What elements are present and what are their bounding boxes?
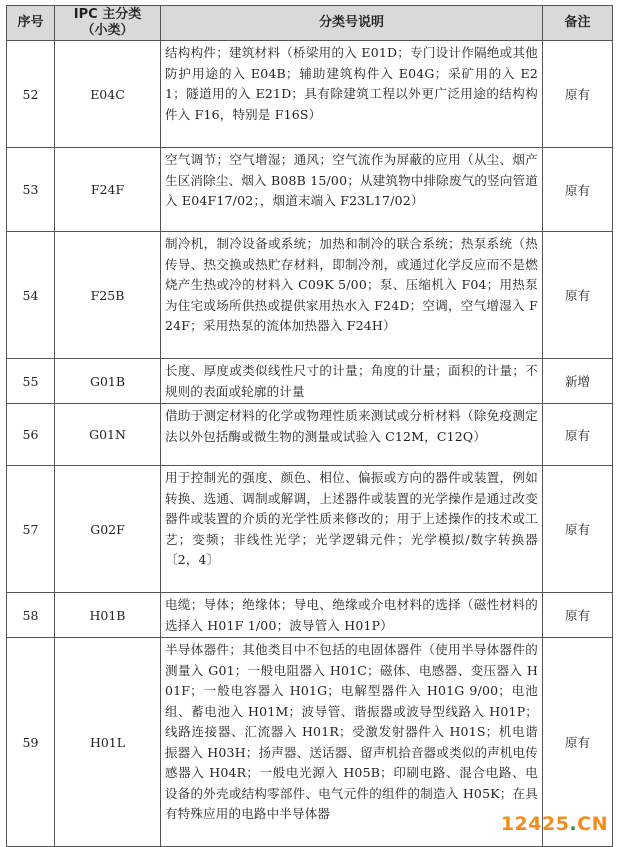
row-description: 借助于测定材料的化学或物理性质来测试或分析材料（除免疫测定法以外包括酶或微生物的测量或试验入 C12M，C12Q） <box>161 404 543 466</box>
table-row <box>7 466 613 593</box>
table-row <box>7 359 613 404</box>
watermark-domain: CN <box>577 813 608 835</box>
row-description: 半导体器件；其他类目中不包括的电固体器件（使用半导体器件的测量入 G01；一般电阻器入 H01C；磁体、电感器、变压器入 H01F；一般电容器入 H01G；电解型器件入 H01G 9/00；电池组、蓄电池入 H01M；波导管、谐振器或波导型线路入 H01P；线路连接器、汇流器入 H01R；受激发射器件入 H01S；机电谐振器入 H03H；扬声器、送话器、留声机拾音器或类似的声机电传感器入 H04R；一般电光源入 H05B；印刷电路、混合电路、电设备的外壳或结构零部件、电气元件的组件的制造入 H05K；在具有特殊应用的电路中半导体器 <box>161 638 543 847</box>
row-remark: 原有 <box>543 638 613 847</box>
row-number: 56 <box>7 404 55 466</box>
table-row <box>7 41 613 148</box>
table-row <box>7 404 613 466</box>
header-description: 分类号说明 <box>161 6 543 41</box>
row-number: 54 <box>7 232 55 359</box>
row-ipc-code: E04C <box>55 41 161 148</box>
table-row <box>7 593 613 638</box>
row-description: 空气调节；空气增湿；通风；空气流作为屏蔽的应用（从尘、烟产生区消除尘、烟入 B08B 15/00；从建筑物中排除废气的竖向管道入 E04F17/02；，烟道末端入 F23L17/02） <box>161 148 543 232</box>
header-number: 序号 <box>7 6 55 41</box>
row-number: 57 <box>7 466 55 593</box>
row-ipc-code: H01B <box>55 593 161 638</box>
table-row <box>7 148 613 232</box>
row-remark: 新增 <box>543 359 613 404</box>
row-ipc-code: H01L <box>55 638 161 847</box>
row-ipc-code: G01N <box>55 404 161 466</box>
row-ipc-code: F25B <box>55 232 161 359</box>
row-remark: 原有 <box>543 593 613 638</box>
header-ipc-class-line1: IPC 主分类 <box>73 7 142 22</box>
row-number: 52 <box>7 41 55 148</box>
row-remark: 原有 <box>543 232 613 359</box>
row-ipc-code: F24F <box>55 148 161 232</box>
row-description: 结构构件；建筑材料（桥梁用的入 E01D；专门设计作隔绝或其他防护用途的入 E04B；辅助建筑构件入 E04G；采矿用的入 E21；隧道用的入 E21D；具有除建筑工程以外更广泛用途的结构构件入 F16，特别是 F16S） <box>161 41 543 148</box>
row-number: 59 <box>7 638 55 847</box>
ipc-classification-table <box>6 5 613 847</box>
row-ipc-code: G01B <box>55 359 161 404</box>
site-watermark <box>501 813 608 835</box>
row-ipc-code: G02F <box>55 466 161 593</box>
row-description: 电缆；导体；绝缘体；导电、绝缘或介电材料的选择（磁性材料的选择入 H01F 1/00；波导管入 H01P） <box>161 593 543 638</box>
row-remark: 原有 <box>543 404 613 466</box>
row-description: 制冷机，制冷设备或系统；加热和制冷的联合系统；热泵系统（热传导、热交换或热贮存材料，即制冷剂，或通过化学反应而不是燃烧产生热或冷的材料入 C09K 5/00；泵、压缩机入 F04；用热泵为住宅或场所供热或提供家用热水入 F24D；空调，空气增湿入 F24F；采用热泵的流体加热器入 F24H） <box>161 232 543 359</box>
watermark-dot: . <box>569 813 578 835</box>
row-description: 长度、厚度或类似线性尺寸的计量；角度的计量；面积的计量；不规则的表面或轮廓的计量 <box>161 359 543 404</box>
row-description: 用于控制光的强度、颜色、相位、偏振或方向的器件或装置，例如转换、选通、调制或解调，上述器件或装置的光学操作是通过改变器件或装置的介质的光学性质来修改的；用于上述操作的技术或工艺；变频；非线性光学；光学逻辑元件；光学模拟/数字转换器〔2，4〕 <box>161 466 543 593</box>
row-number: 58 <box>7 593 55 638</box>
row-remark: 原有 <box>543 148 613 232</box>
row-number: 53 <box>7 148 55 232</box>
header-ipc-class-line2: （小类） <box>81 23 134 38</box>
header-row <box>7 6 613 41</box>
header-remark: 备注 <box>543 6 613 41</box>
watermark-number: 12425 <box>500 813 570 835</box>
header-ipc-class <box>55 6 161 41</box>
row-number: 55 <box>7 359 55 404</box>
table-row <box>7 232 613 359</box>
row-remark: 原有 <box>543 466 613 593</box>
row-remark: 原有 <box>543 41 613 148</box>
